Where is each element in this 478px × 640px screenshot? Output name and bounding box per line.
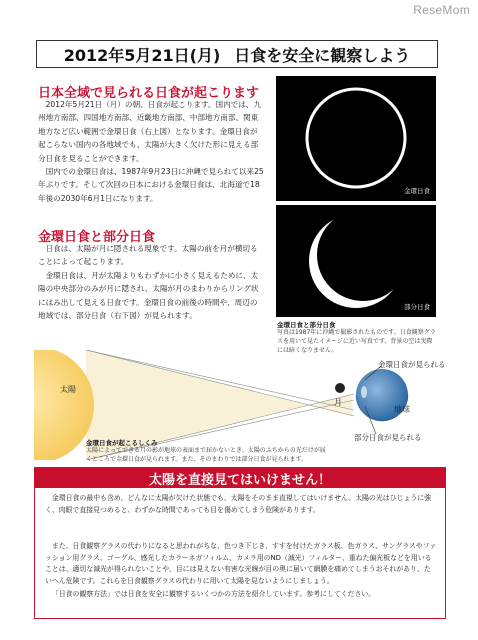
warning-para2: また、日食観察グラスの代わりになると思われがちな、色つき下じき、すすを付けたガラス板、色ガラス、サングラスやファッション用グラス、ゴーグル、感光したカラーネガフィルム、カメラ用のND（減光）フィルター、重ねた偏光板などを用いることは、適切な減光が得られないことや、目には見えない有害な光線が目の奥に届いて網膜を痛めてしまうおそれがあり、たいへん危険です。これらを日食観察グラスの代わりに用いて太陽を見ないようにしましょう。: [45, 542, 437, 585]
warning-para3: 「日食の観察方法」では日食を安全に観察するいくつかの方法を紹介しています。参考にしてください。: [51, 590, 376, 598]
page-title: [36, 40, 438, 68]
diagram-caption-text: 太陽によってできる月の影が地球の表面まで届かないとき、太陽のふちからの光だけが届くところで金環日食が見られます。また、そのまわりでは部分日食が見られます。: [86, 447, 326, 463]
partial-label: 部分日食: [404, 303, 430, 311]
annular-label: 金環日食: [404, 187, 430, 195]
title-date: 2012年5月21日(月): [63, 45, 221, 65]
section2-para2: 金環日食は、月が太陽よりもわずかに小さく見えるために、太陽の中央部分のみが月に隠され、太陽が月のまわりからリング状にはみ出して見える日食です。金環日食の前後の時間や、周辺の地域では、部分日食（右下図）が見られます。: [38, 271, 259, 321]
section2-para1: 日食は、太陽が月に隠される現象です。太陽の前を月が横切ることによって起こります。: [38, 244, 258, 267]
warning-para1: 金環日食の最中も含め、どんなに太陽が欠けた状態でも、太陽をそのまま直視してはいけません。太陽の光はひじょうに強く、肉眼で直接見つめると、わずかな時間であっても目を傷めてしまう危険があります。: [45, 494, 432, 514]
sun-icon: [34, 350, 94, 460]
partial-eclipse-photo: [276, 205, 436, 317]
sun-label: 太陽: [60, 385, 76, 394]
annular-eclipse-photo: [276, 76, 436, 201]
section1-para1: 2012年5月21日（月）の朝、日食が起こります。国内では、九州地方南部、四国地方南部、近畿地方南部、中部地方南部、関東地方など広い範囲で金環日食（右上図）となります。金環日食が起こらない国内の各地域でも、太陽が大きく欠けた形に見える部分日食を見ることができます。: [38, 100, 262, 163]
panels-caption-title: 金環日食と部分日食: [277, 321, 336, 329]
watermark-logo: ReseMom: [413, 3, 470, 17]
section1-para2: 国内での金環日食は、1987年9月23日に沖縄で見られて以来25年ぶりです。そして次回の日本における金環日食は、北海道で18年後の2030年6月1日になります。: [38, 167, 264, 203]
moon-label: 月: [334, 398, 342, 407]
warning-box: [34, 467, 446, 619]
diagram-caption-title: 金環日食が起こるしくみ: [86, 439, 158, 447]
panels-caption-text: 写真は1987年に沖縄で撮影されたものです。日食観察グラスを用いて見たイメージに近い写真です。背景の空は実際には暗くなりません。: [277, 329, 436, 354]
section1-heading: 日本全域で見られる日食が起こります: [38, 86, 260, 101]
annular-visible-label: 金環日食が見られる: [378, 360, 446, 369]
partial-visible-label: 部分日食が見られる: [354, 433, 422, 442]
title-main: 日食を安全に観察しよう: [234, 45, 411, 65]
moon-icon: [335, 383, 345, 393]
section2-heading: 金環日食と部分日食: [38, 230, 156, 245]
warning-heading: 太陽を直接見てはいけません！: [35, 468, 445, 488]
annular-ring-icon: [276, 76, 436, 201]
earth-label: 地球: [394, 405, 410, 414]
partial-crescent-icon: [276, 205, 436, 317]
